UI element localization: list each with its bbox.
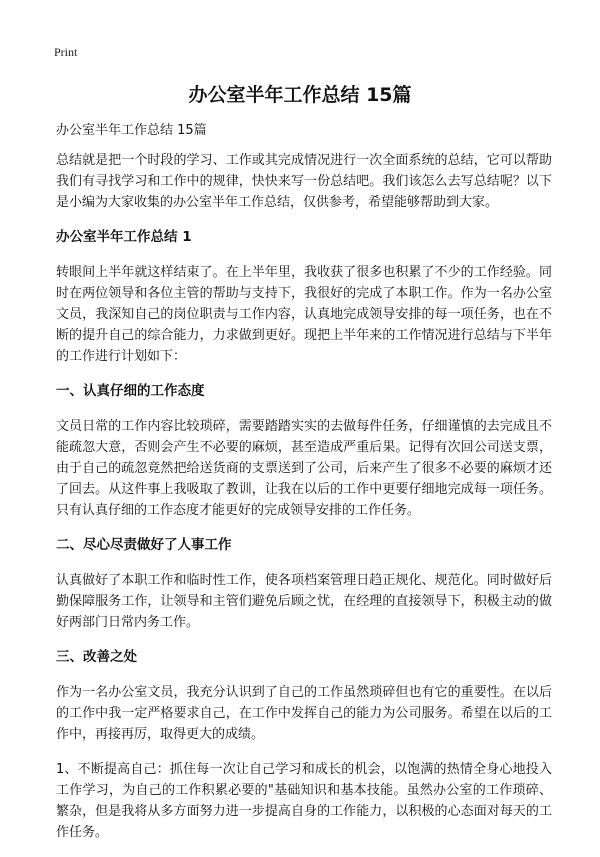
- point-2-paragraph: 认真做好了本职工作和临时性工作，使各项档案管理日趋正规化、规范化。同时做好后勤保障服务工作，让领导和主管们避免后顾之忧，在经理的直接领导下，积极主动的做好两部门日常内务工作。: [56, 573, 552, 630]
- document-title: 办公室半年工作总结 15篇: [188, 84, 412, 106]
- point-2-heading: 二、尽心尽责做好了人事工作: [56, 537, 232, 553]
- intro-paragraph: 总结就是把一个时段的学习、工作或其完成情况进行一次全面系统的总结，它可以帮助我们有寻找学习和工作中的规律，快快来写一份总结吧。我们该怎么去写总结呢？以下是小编为大家收集的办公室半年工作总结，仅供参考，希望能够帮助到大家。: [56, 153, 552, 210]
- point-3-heading: 三、改善之处: [56, 649, 137, 665]
- print-link[interactable]: Print: [54, 45, 78, 59]
- point-1-heading: 一、认真仔细的工作态度: [56, 383, 205, 399]
- section-1-heading: 办公室半年工作总结 1: [56, 229, 192, 245]
- document-subtitle: 办公室半年工作总结 15篇: [56, 123, 207, 138]
- point-1-paragraph: 文员日常的工作内容比较琐碎，需要踏踏实实的去做每件任务，仔细谨慎的去完成且不能疏忽大意，否则会产生不必要的麻烦，甚至造成严重后果。记得有次回公司送支票，由于自己的疏忽竟然把给送货商的支票送到了公司，后来产生了很多不必要的麻烦才还了回去。从这件事上我吸取了教训，让我在以后的工作中更要仔细地完成每一项任务。只有认真仔细的工作态度才能更好的完成领导安排的工作任务。: [56, 419, 552, 518]
- point-3-paragraph: 作为一名办公室文员，我充分认识到了自己的工作虽然琐碎但也有它的重要性。在以后的工作中我一定严格要求自己，在工作中发挥自己的能力为公司服务。希望在以后的工作中，再接再厉，取得更大的成绩。: [56, 685, 552, 742]
- document-body: [56, 120, 552, 857]
- point-3-item-1: 1、不断提高自己：抓住每一次让自己学习和成长的机会，以饱满的热情全身心地投入工作学习，为自己的工作积累必要的"基础知识和基本技能。虽然办公室的工作琐碎、繁杂，但是我将从多方面努力进一步提高自身的工作能力，以积极的心态面对每天的工作任务。: [56, 762, 552, 840]
- section-1-paragraph: 转眼间上半年就这样结束了。在上半年里，我收获了很多也积累了不少的工作经验。同时在两位领导和各位主管的帮助与支持下，我很好的完成了本职工作。作为一名办公室文员，我深知自己的岗位职责与工作内容，认真地完成领导安排的每一项任务，也在不断的提升自己的综合能力，力求做到更好。现把上半年来的工作情况进行总结与下半年的工作进行计划如下：: [56, 265, 552, 364]
